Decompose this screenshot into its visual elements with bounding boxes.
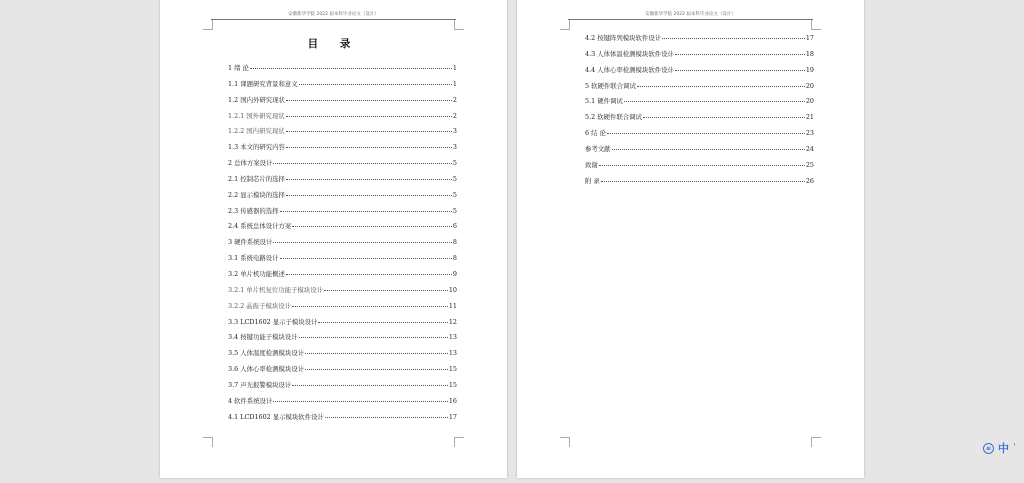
toc-entry[interactable]	[228, 124, 457, 140]
toc-entry[interactable]	[585, 174, 814, 190]
page-header: 安徽新华学院 2022 届本科毕业论文（设计）	[288, 12, 379, 17]
dot-leader	[624, 101, 805, 102]
toc-entry-page-number: 20	[805, 97, 814, 106]
toc-entry-label: 5 软硬件联合调试	[585, 81, 636, 90]
toc-entry[interactable]	[585, 63, 814, 79]
document-page-2	[517, 0, 864, 478]
crop-mark	[454, 20, 464, 30]
toc-entry-label: 4 软件系统设计	[228, 396, 273, 405]
input-method-bar[interactable]	[983, 440, 1016, 456]
toc-entry-page-number: 20	[805, 81, 814, 90]
dot-leader	[292, 385, 448, 386]
toc-entry-page-number: 3	[452, 127, 457, 136]
toc-entry-label: 2.3 传感器的选择	[228, 206, 279, 215]
toc-entry-label: 3.4 按键功能子模块设计	[228, 333, 298, 342]
toc-entry-page-number: 2	[452, 111, 457, 120]
dot-leader	[643, 117, 805, 118]
toc-entry[interactable]	[228, 251, 457, 267]
header-rule	[211, 19, 456, 20]
toc-entry[interactable]	[228, 140, 457, 156]
toc-entry[interactable]	[585, 158, 814, 174]
toc-entry[interactable]	[228, 188, 457, 204]
dot-leader	[280, 211, 452, 212]
toc-entry-page-number: 8	[452, 254, 457, 263]
toc-entry[interactable]	[228, 362, 457, 378]
dot-leader	[280, 258, 452, 259]
document-page-1	[160, 0, 507, 478]
dot-leader	[292, 226, 452, 227]
ime-icon[interactable]: AI	[983, 443, 994, 454]
toc-entry-page-number: 16	[448, 396, 457, 405]
dot-leader	[324, 290, 448, 291]
toc-entry-page-number: 5	[452, 190, 457, 199]
toc-entry-label: 5.1 硬件调试	[585, 97, 623, 106]
toc-entry-page-number: 5	[452, 206, 457, 215]
toc-entry[interactable]	[585, 31, 814, 47]
dot-leader	[286, 100, 452, 101]
dot-leader	[662, 38, 805, 39]
toc-entry-label: 3.2.1 单片机复位功能子模块设计	[228, 285, 323, 294]
toc-entry-label: 1.1 课题研究背景和意义	[228, 79, 298, 88]
crop-mark	[203, 20, 213, 30]
toc-entry[interactable]	[228, 235, 457, 251]
ime-language-toggle[interactable]: 中	[998, 442, 1009, 455]
dot-leader	[325, 417, 448, 418]
toc-entry[interactable]	[585, 79, 814, 95]
page-header: 安徽新华学院 2022 届本科毕业论文（设计）	[645, 12, 736, 17]
toc-entry-page-number: 5	[452, 159, 457, 168]
crop-mark	[454, 437, 464, 447]
toc-entry[interactable]	[585, 142, 814, 158]
dot-leader	[607, 133, 805, 134]
dot-leader	[286, 179, 452, 180]
toc-entry-label: 2.4 系统总体设计方案	[228, 222, 292, 231]
toc-entry[interactable]	[585, 126, 814, 142]
toc-entry-label: 参考文献	[585, 144, 611, 153]
toc-entry-page-number: 5	[452, 174, 457, 183]
toc-entry[interactable]	[228, 61, 457, 77]
toc-entry-page-number: 2	[452, 95, 457, 104]
dot-leader	[273, 401, 447, 402]
dot-leader	[286, 116, 452, 117]
dot-leader	[286, 131, 452, 132]
toc-entry-page-number: 18	[805, 49, 814, 58]
toc-entry-label: 1.3 本文的研究内容	[228, 143, 285, 152]
dot-leader	[637, 86, 805, 87]
dot-leader	[286, 274, 452, 275]
toc-entry-label: 3.1 系统电路设计	[228, 254, 279, 263]
toc-entry-page-number: 13	[448, 333, 457, 342]
crop-mark	[560, 437, 570, 447]
toc-entry[interactable]	[228, 172, 457, 188]
ime-punctuation-toggle[interactable]: ’	[1013, 443, 1016, 453]
toc-entry-page-number: 17	[805, 34, 814, 42]
toc-entry[interactable]	[228, 346, 457, 362]
crop-mark	[203, 437, 213, 447]
toc-entry-label: 3.2.2 晶振子模块设计	[228, 301, 292, 310]
toc-entry-page-number: 17	[448, 412, 457, 421]
toc-entry-page-number: 11	[448, 301, 457, 310]
toc-entry-label: 3.5 人体温度检测模块设计	[228, 349, 305, 358]
toc-entry[interactable]	[228, 204, 457, 220]
toc-entry[interactable]	[585, 94, 814, 110]
toc-entry[interactable]	[228, 283, 457, 299]
toc-entry-page-number: 24	[805, 144, 814, 153]
toc-entry-label: 3.6 人体心率检测模块设计	[228, 365, 305, 374]
toc-entry-label: 1.2 国内外研究现状	[228, 95, 285, 104]
toc-entry-label: 致谢	[585, 160, 598, 169]
toc-entry-label: 2 总体方案设计	[228, 159, 273, 168]
dot-leader	[675, 54, 805, 55]
toc-title: 目 录	[307, 38, 360, 50]
dot-leader	[250, 68, 452, 69]
toc-entry-label: 4.4 人体心率检测模块软件设计	[585, 65, 674, 74]
toc-entry[interactable]	[228, 77, 457, 93]
toc-entry-page-number: 15	[448, 365, 457, 374]
toc-entry-page-number: 9	[452, 269, 457, 278]
toc-list	[228, 61, 457, 425]
toc-entry-page-number: 12	[448, 317, 457, 326]
dot-leader	[612, 149, 805, 150]
toc-entry-page-number: 23	[805, 129, 814, 138]
toc-entry-label: 3.2 单片机功能概述	[228, 269, 285, 278]
toc-entry-label: 3 硬件系统设计	[228, 238, 273, 247]
toc-entry[interactable]	[585, 47, 814, 63]
dot-leader	[601, 181, 805, 182]
toc-entry[interactable]	[228, 378, 457, 394]
dot-leader	[599, 165, 805, 166]
toc-entry-label: 2.2 显示模块的选择	[228, 190, 285, 199]
toc-entry-label: 1.2.2 国内研究现状	[228, 127, 285, 136]
toc-entry-label: 4.2 按键阵列模块软件设计	[585, 34, 662, 42]
dot-leader	[318, 322, 447, 323]
toc-entry-label: 6 结 论	[585, 129, 606, 138]
crop-mark	[811, 437, 821, 447]
toc-entry-page-number: 19	[805, 65, 814, 74]
toc-entry-page-number: 3	[452, 143, 457, 152]
crop-mark	[560, 20, 570, 30]
dot-leader	[286, 195, 452, 196]
toc-entry-page-number: 15	[448, 380, 457, 389]
toc-entry-page-number: 13	[448, 349, 457, 358]
toc-entry-page-number: 8	[452, 238, 457, 247]
dot-leader	[273, 163, 451, 164]
toc-entry[interactable]	[228, 267, 457, 283]
toc-entry-label: 4.1 LCD1602 显示模块软件设计	[228, 412, 324, 421]
toc-entry[interactable]	[585, 110, 814, 126]
dot-leader	[292, 306, 448, 307]
toc-entry[interactable]	[228, 93, 457, 109]
dot-leader	[286, 147, 452, 148]
toc-entry-label: 3.3 LCD1602 显示子模块设计	[228, 317, 318, 326]
toc-entry-page-number: 6	[452, 222, 457, 231]
toc-entry[interactable]	[228, 394, 457, 410]
toc-entry-page-number: 10	[448, 285, 457, 294]
dot-leader	[305, 369, 448, 370]
toc-entry-label: 2.1 控制芯片的选择	[228, 174, 285, 183]
toc-entry[interactable]	[228, 330, 457, 346]
toc-entry[interactable]	[228, 299, 457, 315]
dot-leader	[299, 337, 448, 338]
toc-entry-page-number: 25	[805, 160, 814, 169]
header-rule	[568, 19, 813, 20]
toc-entry[interactable]	[228, 315, 457, 331]
dot-leader	[305, 353, 448, 354]
toc-entry-page-number: 21	[805, 113, 814, 122]
toc-entry-label: 1 绪 论	[228, 64, 249, 72]
toc-entry-label: 1.2.1 国外研究现状	[228, 111, 285, 120]
toc-entry-label: 5.2 软硬件联合调试	[585, 113, 642, 122]
toc-entry-page-number: 1	[452, 79, 457, 88]
toc-entry-page-number: 26	[805, 176, 814, 185]
dot-leader	[675, 70, 805, 71]
crop-mark	[811, 20, 821, 30]
toc-entry-label: 附 录	[585, 176, 600, 185]
toc-entry-page-number: 1	[452, 64, 457, 72]
dot-leader	[299, 84, 452, 85]
toc-list	[585, 31, 814, 189]
toc-entry-label: 4.3 人体体温检测模块软件设计	[585, 49, 674, 58]
toc-entry-label: 3.7 声光报警模块设计	[228, 380, 292, 389]
toc-entry[interactable]	[228, 410, 457, 426]
toc-entry[interactable]	[228, 219, 457, 235]
dot-leader	[273, 242, 451, 243]
toc-entry[interactable]	[228, 156, 457, 172]
toc-entry[interactable]	[228, 109, 457, 125]
